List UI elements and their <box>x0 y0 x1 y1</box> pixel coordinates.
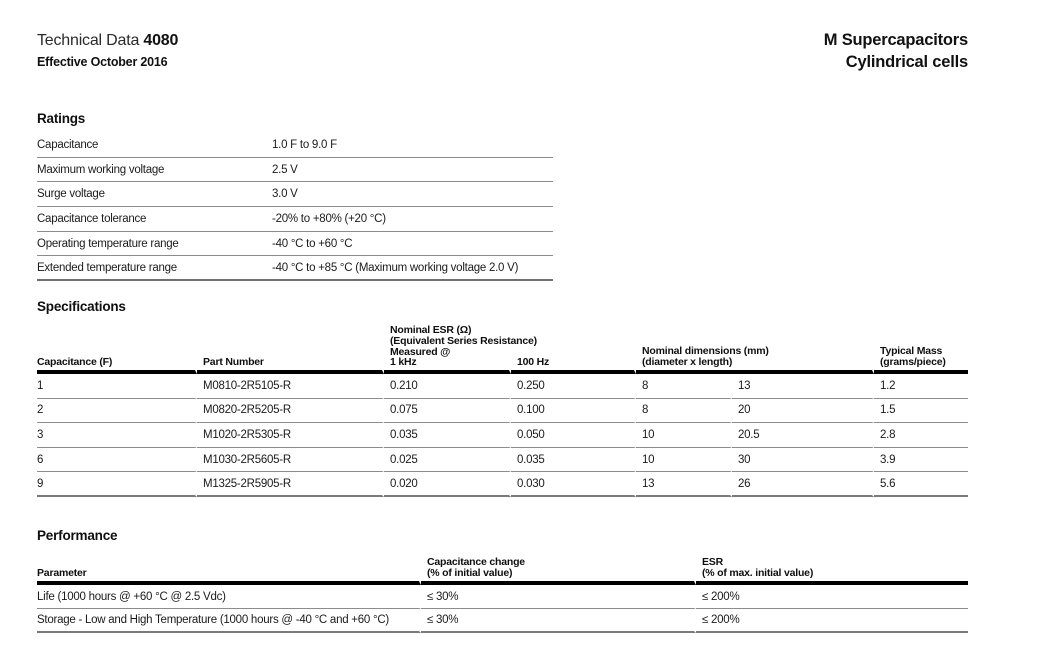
rating-label: Surge voltage <box>37 188 105 201</box>
rating-label: Capacitance <box>37 138 99 151</box>
esr-100hz-value: 0.050 <box>511 423 636 448</box>
col-dimensions-line2: (diameter x length) <box>642 356 733 368</box>
col-mass-line1: Typical Mass <box>880 345 943 357</box>
esr-100hz-value: 0.030 <box>511 472 636 497</box>
esr-change-value: ≤ 200% <box>696 585 968 609</box>
ratings-heading: Ratings <box>37 111 86 126</box>
length-value: 20 <box>732 399 874 424</box>
capacitance-value: 1 <box>37 374 197 399</box>
product-line: M Supercapacitors <box>823 31 968 49</box>
doc-type-label: Technical Data <box>37 32 144 49</box>
performance-table <box>37 550 968 633</box>
rating-label: Operating temperature range <box>37 237 179 250</box>
col-capacitance: Capacitance (F) <box>37 320 197 374</box>
col-mass-line2: (grams/piece) <box>880 356 946 368</box>
col-capacitance-change <box>421 550 696 585</box>
rating-value: 2.5 V <box>272 163 298 176</box>
esr-100hz-value: 0.250 <box>511 374 636 399</box>
ratings-row <box>37 158 553 183</box>
esr-100hz-value: 0.100 <box>511 399 636 424</box>
col-esr-line2: (% of max. initial value) <box>702 567 814 579</box>
esr-100hz-value: 0.035 <box>511 448 636 473</box>
diameter-value: 8 <box>636 374 732 399</box>
rating-value: -40 °C to +85 °C (Maximum working voltage 2.0 V) <box>272 261 519 274</box>
capacitance-change-value: ≤ 30% <box>421 585 696 609</box>
part-number: M1020-2R5305-R <box>197 423 384 448</box>
mass-value: 1.2 <box>874 374 968 399</box>
esr-1khz-value: 0.075 <box>384 399 511 424</box>
rating-value: -40 °C to +60 °C <box>272 237 353 250</box>
doc-title <box>37 32 178 50</box>
esr-1khz-value: 0.020 <box>384 472 511 497</box>
effective-date: Effective October 2016 <box>37 55 168 69</box>
performance-table-wrap <box>37 550 968 633</box>
col-esr-1khz: 1 kHz <box>384 320 511 374</box>
ratings-row <box>37 133 553 158</box>
spec-row <box>37 399 968 424</box>
capacitance-value: 3 <box>37 423 197 448</box>
rating-value: -20% to +80% (+20 °C) <box>272 212 386 225</box>
performance-header-row <box>37 550 968 585</box>
ratings-table <box>37 133 553 281</box>
esr-1khz-value: 0.035 <box>384 423 511 448</box>
parameter-value: Storage - Low and High Temperature (1000 hours @ -40 °C and +60 °C) <box>37 609 421 633</box>
col-esr-100hz: 100 Hz <box>511 320 636 374</box>
col-esr <box>696 550 968 585</box>
mass-value: 1.5 <box>874 399 968 424</box>
diameter-value: 8 <box>636 399 732 424</box>
mass-value: 3.9 <box>874 448 968 473</box>
spec-row <box>37 423 968 448</box>
ratings-row <box>37 207 553 232</box>
parameter-value: Life (1000 hours @ +60 °C @ 2.5 Vdc) <box>37 585 421 609</box>
specifications-table-wrap <box>37 320 968 497</box>
length-value: 26 <box>732 472 874 497</box>
ratings-row <box>37 182 553 207</box>
rating-value: 3.0 V <box>272 188 298 201</box>
capacitance-value: 6 <box>37 448 197 473</box>
diameter-value: 10 <box>636 423 732 448</box>
ratings-row <box>37 256 553 281</box>
part-number: M1325-2R5905-R <box>197 472 384 497</box>
spec-row <box>37 374 968 399</box>
esr-header-line1: Nominal ESR (Ω) <box>390 324 472 336</box>
length-value: 13 <box>732 374 874 399</box>
mass-value: 5.6 <box>874 472 968 497</box>
ratings-row <box>37 232 553 257</box>
col-dimensions <box>636 320 874 374</box>
esr-group-header <box>390 325 537 358</box>
performance-row <box>37 609 968 633</box>
part-number: M1030-2R5605-R <box>197 448 384 473</box>
rating-label: Capacitance tolerance <box>37 212 147 225</box>
esr-1khz-value: 0.025 <box>384 448 511 473</box>
capacitance-value: 2 <box>37 399 197 424</box>
col-mass <box>874 320 968 374</box>
rating-label: Extended temperature range <box>37 261 177 274</box>
performance-row <box>37 585 968 609</box>
capacitance-change-value: ≤ 30% <box>421 609 696 633</box>
rating-value: 1.0 F to 9.0 F <box>272 138 337 151</box>
product-header <box>824 30 968 73</box>
diameter-value: 10 <box>636 448 732 473</box>
product-subline: Cylindrical cells <box>845 52 968 71</box>
col-parameter: Parameter <box>37 550 421 585</box>
performance-heading: Performance <box>37 528 118 543</box>
esr-header-line3: Measured @ <box>390 346 451 358</box>
col-esr-line1: ESR <box>702 556 723 568</box>
diameter-value: 13 <box>636 472 732 497</box>
doc-number: 4080 <box>143 32 179 49</box>
col-capacitance-change-line2: (% of initial value) <box>427 567 513 579</box>
part-number: M0820-2R5205-R <box>197 399 384 424</box>
document-header <box>37 32 178 69</box>
esr-1khz-value: 0.210 <box>384 374 511 399</box>
capacitance-value: 9 <box>37 472 197 497</box>
esr-header-line2: (Equivalent Series Resistance) <box>390 335 537 347</box>
length-value: 30 <box>732 448 874 473</box>
col-part-number: Part Number <box>197 320 384 374</box>
col-dimensions-line1: Nominal dimensions (mm) <box>642 345 769 357</box>
mass-value: 2.8 <box>874 423 968 448</box>
length-value: 20.5 <box>732 423 874 448</box>
specifications-heading: Specifications <box>37 299 126 314</box>
spec-row <box>37 472 968 497</box>
spec-row <box>37 448 968 473</box>
col-capacitance-change-line1: Capacitance change <box>427 556 525 568</box>
part-number: M0810-2R5105-R <box>197 374 384 399</box>
esr-change-value: ≤ 200% <box>696 609 968 633</box>
rating-label: Maximum working voltage <box>37 163 165 176</box>
